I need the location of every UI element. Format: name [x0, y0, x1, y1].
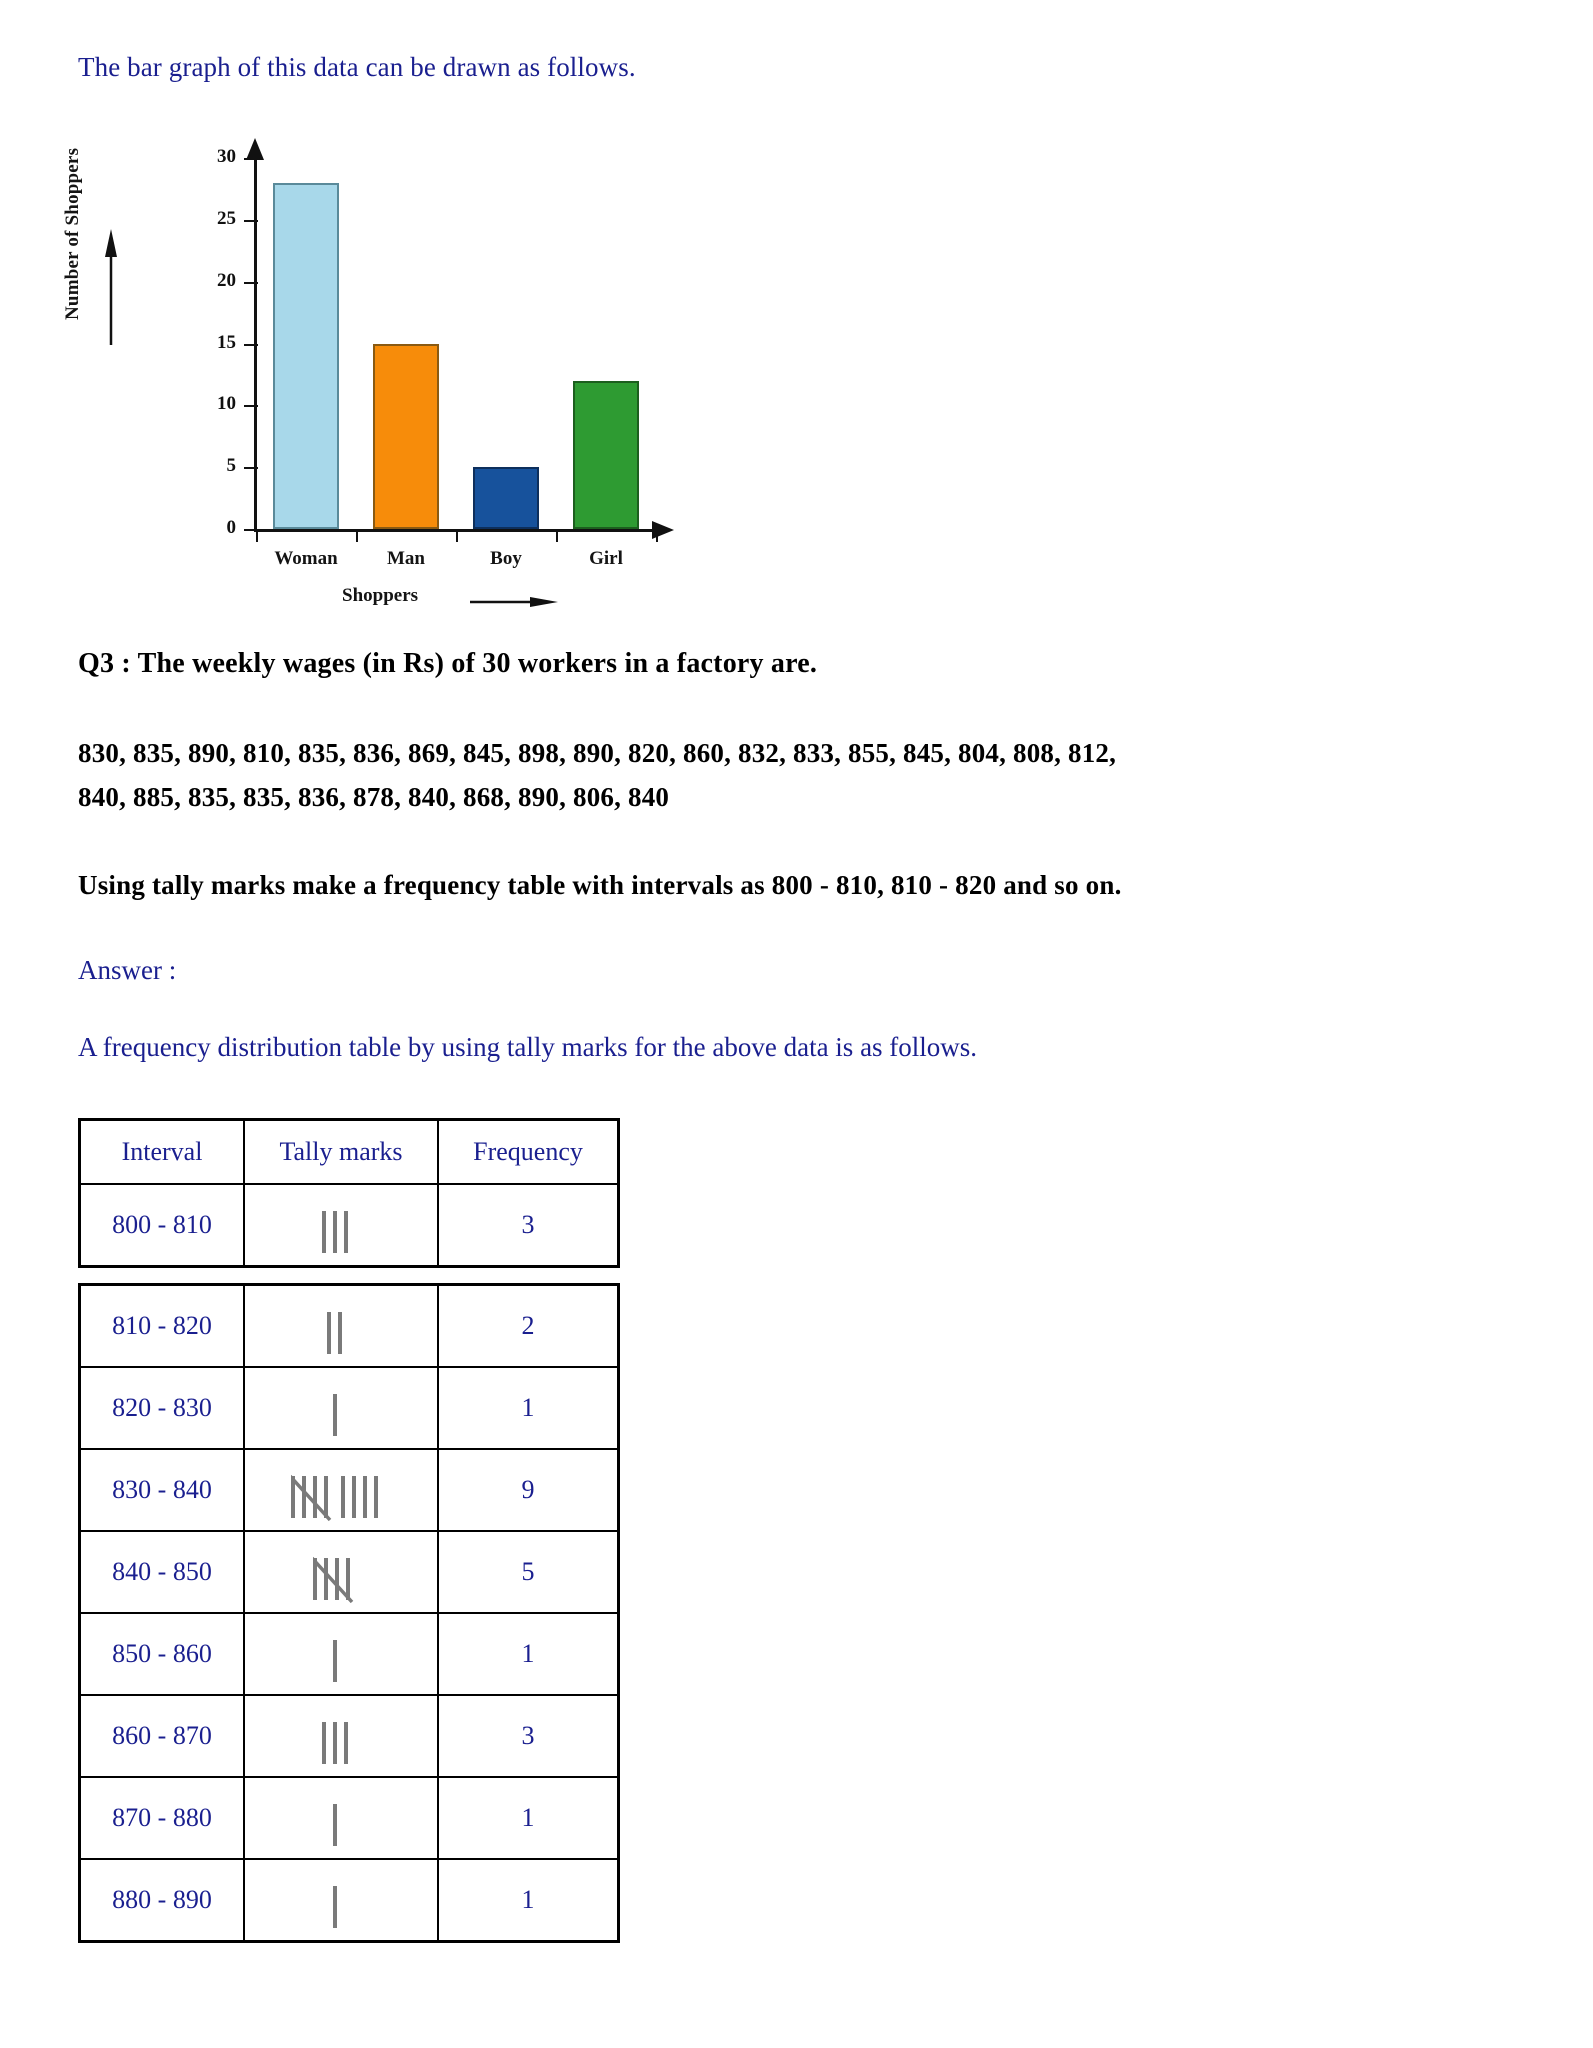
x-category-label-woman: Woman	[274, 548, 338, 569]
y-tick-label: 10	[217, 393, 236, 415]
table-row	[80, 1285, 619, 1368]
table-row	[80, 1184, 619, 1267]
cell-tally-marks	[244, 1285, 438, 1368]
wage-data-line-2: 840, 885, 835, 835, 836, 878, 840, 868, 890, 806, 840	[78, 782, 670, 812]
chart-bar-woman	[273, 183, 339, 529]
cell-frequency: 2	[438, 1285, 619, 1368]
tally-container	[245, 1696, 437, 1776]
cell-frequency: 1	[438, 1859, 619, 1942]
cell-interval: 830 - 840	[80, 1449, 245, 1531]
bar-chart	[62, 120, 710, 620]
cell-tally-marks	[244, 1367, 438, 1449]
tally-marks-glyph	[327, 1308, 355, 1360]
header-tally-marks: Tally marks	[244, 1120, 438, 1185]
tally-container	[245, 1778, 437, 1858]
tally-marks-glyph	[291, 1472, 391, 1524]
cell-frequency: 9	[438, 1449, 619, 1531]
cell-tally-marks	[244, 1695, 438, 1777]
table-row	[80, 1613, 619, 1695]
tally-container	[245, 1614, 437, 1694]
y-tick-label: 15	[217, 331, 236, 353]
answer-description: A frequency distribution table by using tally marks for the above data is as follows.	[78, 1032, 978, 1062]
y-tick-label: 20	[217, 269, 236, 291]
answer-label: Answer :	[78, 955, 177, 985]
intro-text: The bar graph of this data can be drawn as follows.	[78, 52, 636, 82]
cell-tally-marks	[244, 1859, 438, 1942]
tally-container	[245, 1286, 437, 1366]
cell-tally-marks	[244, 1613, 438, 1695]
x-tick-mark	[656, 529, 658, 542]
frequency-table-part-2	[78, 1283, 620, 1943]
x-category-label-boy: Boy	[490, 548, 522, 569]
header-interval: Interval	[80, 1120, 245, 1185]
tally-container	[245, 1860, 437, 1940]
question-instruction: Using tally marks make a frequency table with intervals as 800 - 810, 810 - 820 and so on.	[78, 870, 1122, 900]
y-axis-direction-arrow-icon	[104, 227, 118, 347]
x-category-label-man: Man	[387, 548, 425, 569]
x-tick-mark	[356, 529, 358, 542]
cell-interval: 880 - 890	[80, 1859, 245, 1942]
cell-frequency: 3	[438, 1184, 619, 1267]
tally-container	[245, 1185, 437, 1265]
tally-marks-glyph	[313, 1554, 369, 1606]
cell-interval: 820 - 830	[80, 1367, 245, 1449]
table-row	[80, 1531, 619, 1613]
tally-container	[245, 1368, 437, 1448]
chart-x-axis-label: Shoppers	[342, 585, 419, 606]
table-row	[80, 1367, 619, 1449]
chart-x-axis	[254, 529, 654, 532]
cell-frequency: 5	[438, 1531, 619, 1613]
table-header-row	[80, 1120, 619, 1185]
cell-interval: 800 - 810	[80, 1184, 245, 1267]
tally-marks-glyph	[322, 1718, 361, 1770]
header-frequency: Frequency	[438, 1120, 619, 1185]
table-row	[80, 1777, 619, 1859]
cell-frequency: 3	[438, 1695, 619, 1777]
cell-tally-marks	[244, 1449, 438, 1531]
x-axis-direction-arrow-icon	[470, 597, 560, 607]
cell-interval: 850 - 860	[80, 1613, 245, 1695]
chart-plot-area	[182, 130, 623, 606]
frequency-table-part-1	[78, 1118, 620, 1268]
table-row	[80, 1859, 619, 1942]
x-category-label-girl: Girl	[589, 548, 623, 569]
y-tick-label: 0	[226, 517, 236, 538]
cell-tally-marks	[244, 1777, 438, 1859]
tally-container	[245, 1532, 437, 1612]
chart-bars	[256, 158, 656, 529]
cell-frequency: 1	[438, 1613, 619, 1695]
cell-interval: 840 - 850	[80, 1531, 245, 1613]
cell-tally-marks	[244, 1531, 438, 1613]
y-tick-label: 5	[226, 455, 236, 477]
y-axis-arrowhead-icon	[246, 138, 264, 160]
chart-bar-man	[373, 344, 439, 530]
table-row	[80, 1449, 619, 1531]
x-tick-mark	[556, 529, 558, 542]
x-tick-mark	[256, 529, 258, 542]
chart-y-axis-label: Number of Shoppers	[62, 147, 83, 320]
chart-bar-boy	[473, 467, 539, 529]
tally-container	[245, 1450, 437, 1530]
cell-interval: 870 - 880	[80, 1777, 245, 1859]
cell-frequency: 1	[438, 1777, 619, 1859]
question-heading: Q3 : The weekly wages (in Rs) of 30 workers in a factory are.	[78, 648, 818, 679]
y-tick-label: 30	[217, 146, 236, 167]
table-row	[80, 1695, 619, 1777]
cell-interval: 860 - 870	[80, 1695, 245, 1777]
cell-frequency: 1	[438, 1367, 619, 1449]
cell-interval: 810 - 820	[80, 1285, 245, 1368]
wage-data-line-1: 830, 835, 890, 810, 835, 836, 869, 845, 898, 890, 820, 860, 832, 833, 855, 845, 804, 808, 812,	[78, 738, 1117, 768]
cell-tally-marks	[244, 1184, 438, 1267]
x-tick-mark	[456, 529, 458, 542]
y-tick-label: 25	[217, 207, 236, 229]
chart-bar-girl	[573, 381, 639, 529]
tally-marks-glyph	[333, 1882, 350, 1934]
tally-marks-glyph	[333, 1390, 350, 1442]
tally-marks-glyph	[333, 1800, 350, 1852]
tally-marks-glyph	[322, 1207, 361, 1259]
tally-marks-glyph	[333, 1636, 350, 1688]
